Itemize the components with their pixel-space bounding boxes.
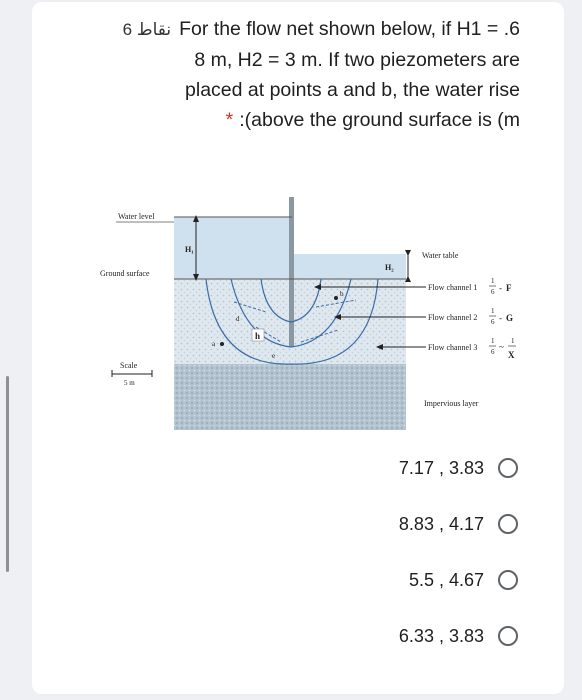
svg-text:X: X	[508, 350, 515, 360]
option-4[interactable]	[218, 623, 518, 649]
scale-label: Scale	[120, 361, 138, 370]
answer-options	[218, 455, 518, 679]
point-h-label: h	[255, 331, 261, 341]
option-3[interactable]	[218, 567, 518, 593]
impervious-label: Impervious layer	[424, 399, 479, 408]
svg-text:6: 6	[491, 348, 495, 356]
svg-text:1: 1	[491, 307, 495, 315]
option-1-label: 7.17 , 3.83	[398, 457, 484, 478]
question-text	[20, 14, 520, 135]
point-e-label: e	[272, 352, 276, 360]
svg-text:G: G	[506, 313, 514, 323]
water-table-label: Water table	[422, 251, 459, 260]
question-points: نقاط 6	[122, 20, 172, 39]
svg-text:1: 1	[491, 337, 495, 345]
option-1-radio[interactable]	[498, 458, 518, 478]
scale-length: 5 m	[124, 379, 135, 387]
flow-net-figure	[66, 192, 526, 442]
svg-text:6: 6	[491, 318, 495, 326]
question-line-4: * :(above the ground surface is (m	[225, 109, 520, 131]
option-2-radio[interactable]	[498, 514, 518, 534]
option-3-radio[interactable]	[498, 570, 518, 590]
svg-text:F: F	[506, 283, 512, 293]
ground-surface-label: Ground surface	[100, 269, 150, 278]
question-card	[32, 2, 564, 694]
flow-channel-1-label: Flow channel 1	[428, 283, 478, 292]
option-4-label: 6.33 , 3.83	[398, 625, 484, 646]
h2-label: H₂	[385, 263, 394, 272]
scrollbar[interactable]	[6, 376, 9, 572]
option-3-label: 5.5 , 4.67	[408, 569, 484, 590]
flow-channel-3-label: Flow channel 3	[428, 343, 478, 352]
svg-text:~: ~	[499, 342, 504, 352]
svg-text:1: 1	[491, 277, 495, 285]
point-b	[334, 296, 338, 300]
option-2-label: 8.83 , 4.17	[398, 513, 484, 534]
question-line-3: placed at points a and b, the water rise	[185, 79, 520, 101]
question-line-1: نقاط 6 For the flow net shown below, if H1 = .6	[122, 18, 520, 40]
svg-text:a: a	[212, 340, 216, 348]
flow-net-diagram	[66, 192, 526, 442]
point-a	[220, 342, 224, 346]
svg-text:b: b	[340, 290, 344, 298]
h1-label: H₁	[185, 245, 194, 254]
svg-text:6: 6	[491, 288, 495, 296]
point-d-label: d	[236, 315, 240, 323]
option-4-radio[interactable]	[498, 626, 518, 646]
svg-text:-: -	[499, 313, 502, 323]
question-line-2: 8 m, H2 = 3 m. If two piezometers are	[194, 49, 520, 71]
water-level-label: Water level	[118, 212, 155, 221]
required-asterisk: *	[225, 109, 234, 131]
option-1[interactable]	[218, 455, 518, 481]
impervious-layer	[174, 364, 406, 430]
svg-text:-: -	[499, 283, 502, 293]
sheet-pile	[289, 197, 294, 347]
flow-channel-2-label: Flow channel 2	[428, 313, 478, 322]
option-2[interactable]	[218, 511, 518, 537]
svg-text:1: 1	[511, 337, 515, 345]
